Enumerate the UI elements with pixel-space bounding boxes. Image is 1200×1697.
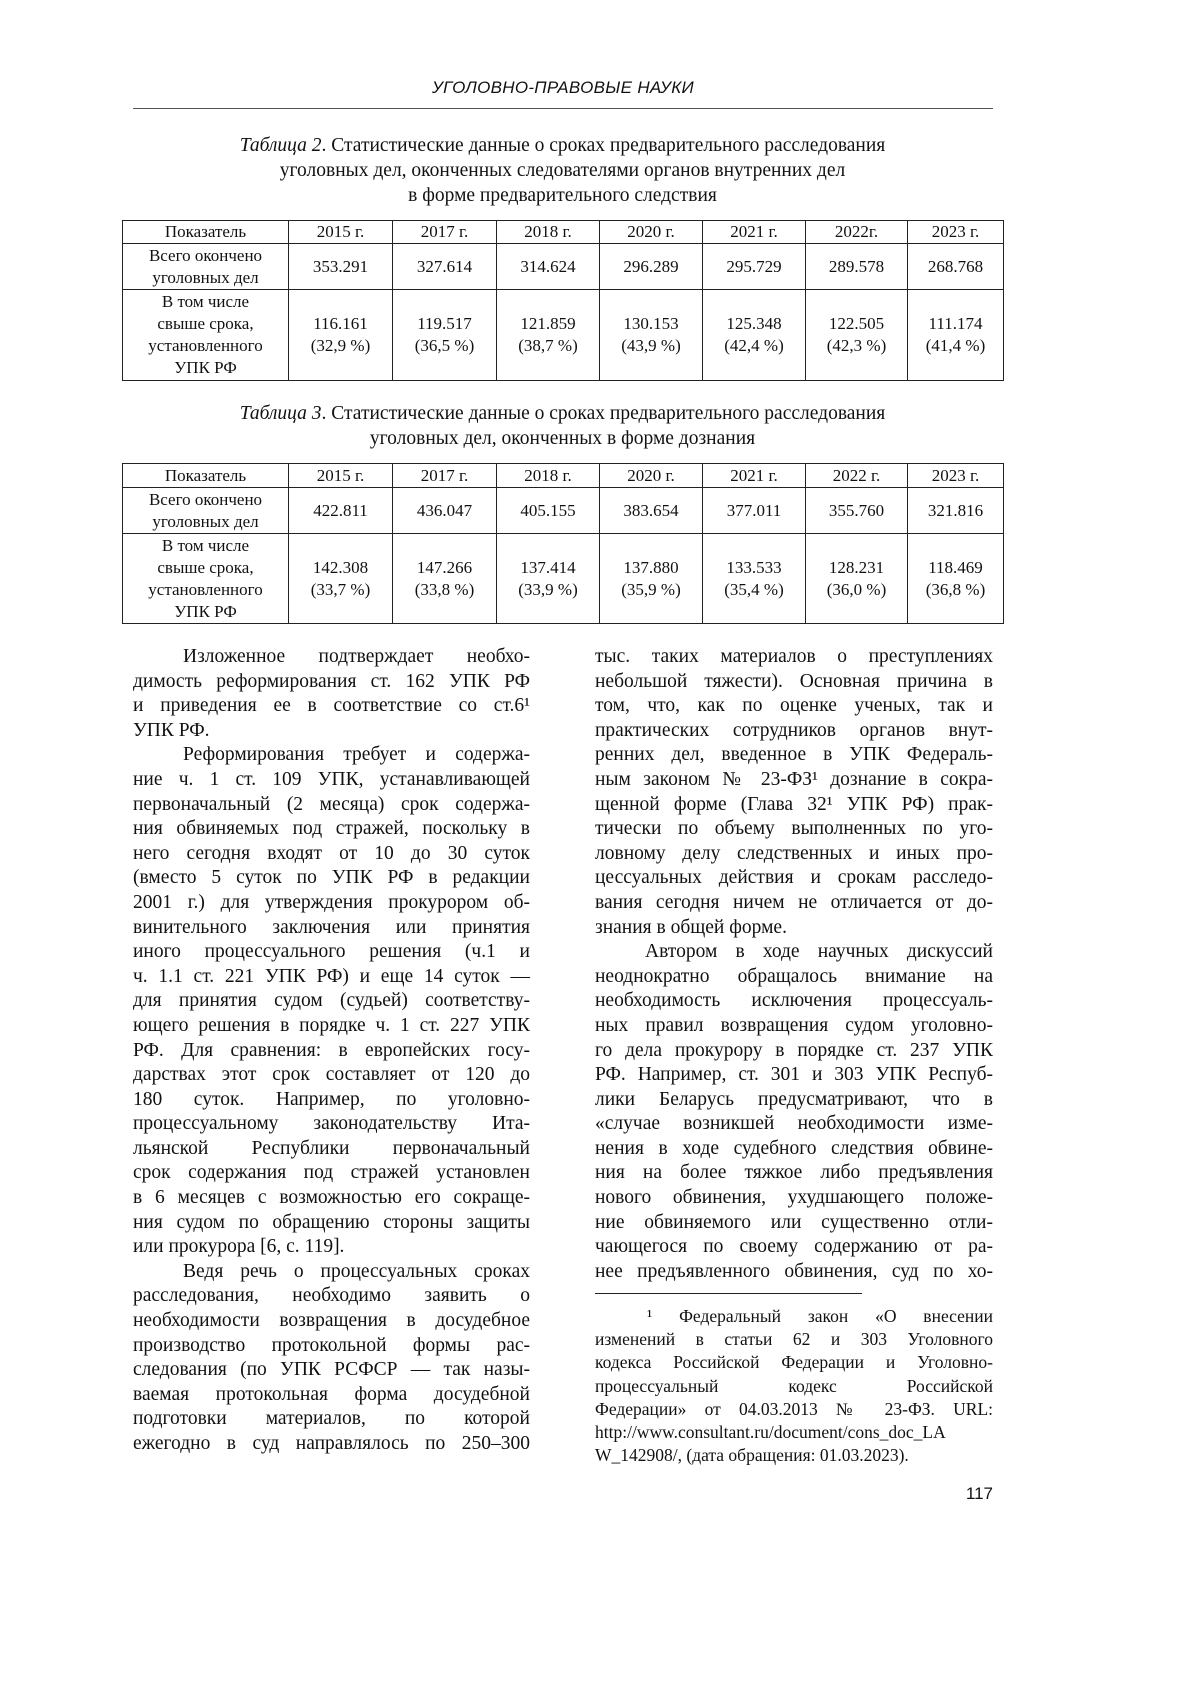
row-label: Всего окончено уголовных дел — [123, 244, 289, 290]
text-line: необходимости возвращения в досудебное — [133, 1309, 530, 1334]
text-line: ежегодно в суд направлялось по 250–300 — [133, 1432, 530, 1457]
text-line: димость реформирования ст. 162 УПК РФ — [133, 670, 530, 695]
left-text-column — [133, 645, 530, 1457]
table-header-row — [123, 464, 1004, 488]
text-line: РФ. Например, ст. 301 и 303 УПК Респуб- — [595, 1063, 993, 1088]
column-header: 2021 г. — [703, 221, 806, 244]
column-header: Показатель — [123, 221, 289, 244]
text-line: него сегодня входят от 10 до 30 суток — [133, 842, 530, 867]
footnote-divider — [595, 1293, 862, 1294]
text-line: лики Беларусь предусматривают, что в — [595, 1088, 993, 1113]
text-line: и приведения ее в соответствие со ст.6¹ — [133, 694, 530, 719]
text-line: (вместо 5 суток по УПК РФ в редакции — [133, 866, 530, 891]
column-header: 2015 г. — [289, 464, 393, 488]
column-header: 2018 г. — [497, 464, 600, 488]
row-label: В том числе свыше срока, установленного УПК РФ — [123, 290, 289, 381]
text-line: производство протокольной формы рас- — [133, 1334, 530, 1359]
table-cell: 137.414 (33,9 %) — [497, 534, 600, 624]
table-cell: 321.816 — [908, 488, 1004, 534]
text-line: вания сегодня ничем не отличается от до- — [595, 891, 993, 916]
footnote-line: Федерации» от 04.03.2013 № 23-ФЗ. URL: — [595, 1398, 993, 1421]
text-line: для принятия судом (судьей) соответству- — [133, 989, 530, 1014]
caption-line: уголовных дел, оконченных следователями органов внутренних дел — [122, 158, 1003, 183]
table-cell: 125.348 (42,4 %) — [703, 290, 806, 381]
table-cell: 142.308 (33,7 %) — [289, 534, 393, 624]
table-cell: 405.155 — [497, 488, 600, 534]
footnote-line: кодекса Российской Федерации и Уголовно- — [595, 1351, 993, 1374]
text-line: тически по объему выполненных по уго- — [595, 817, 993, 842]
column-header: 2022г. — [806, 221, 908, 244]
text-line: ние ч. 1 ст. 109 УПК, устанавливающей — [133, 768, 530, 793]
table-cell: 121.859 (38,7 %) — [497, 290, 600, 381]
text-line: ч. 1.1 ст. 221 УПК РФ) и еще 14 суток — — [133, 965, 530, 990]
text-line: УПК РФ. — [133, 719, 530, 744]
table-cell: 353.291 — [289, 244, 393, 290]
text-line: неоднократно обращалось внимание на — [595, 965, 993, 990]
caption-line: . Статистические данные о сроках предварительного расследования — [322, 135, 886, 156]
table-cell: 422.811 — [289, 488, 393, 534]
text-line: ющего решения в порядке ч. 1 ст. 227 УПК — [133, 1014, 530, 1039]
column-header: 2023 г. — [908, 221, 1004, 244]
table-cell: 118.469 (36,8 %) — [908, 534, 1004, 624]
table-cell: 383.654 — [600, 488, 703, 534]
table-cell: 133.533 (35,4 %) — [703, 534, 806, 624]
row-label: Всего окончено уголовных дел — [123, 488, 289, 534]
text-line: срок содержания под стражей установлен — [133, 1161, 530, 1186]
table-row — [123, 488, 1004, 534]
table-cell: 128.231 (36,0 %) — [806, 534, 908, 624]
table-header-row — [123, 221, 1004, 244]
table-cell: 377.011 — [703, 488, 806, 534]
text-line: льянской Республики первоначальный — [133, 1137, 530, 1162]
table-cell: 327.614 — [393, 244, 497, 290]
text-line: «случае возникшей необходимости изме- — [595, 1112, 993, 1137]
table2-caption — [122, 133, 1003, 208]
text-line: иного процессуального решения (ч.1 и — [133, 940, 530, 965]
text-line: первоначальный (2 месяца) срок содержа- — [133, 793, 530, 818]
footnote-line: W_142908/, (дата обращения: 01.03.2023). — [595, 1444, 993, 1467]
page-number: 117 — [960, 1484, 993, 1504]
text-line: го дела прокурору в порядке ст. 237 УПК — [595, 1039, 993, 1064]
text-line: РФ. Для сравнения: в европейских госу- — [133, 1039, 530, 1064]
table3 — [122, 463, 1004, 624]
text-line: том, что, как по оценке ученых, так и — [595, 694, 993, 719]
text-line: нения в ходе судебного следствия обвине- — [595, 1137, 993, 1162]
caption-line: . Статистические данные о сроках предварительного расследования — [322, 403, 886, 424]
column-header: 2020 г. — [600, 221, 703, 244]
right-text-column — [595, 645, 993, 1284]
text-line: 2001 г.) для утверждения прокурором об- — [133, 891, 530, 916]
text-line: Ведя речь о процессуальных сроках — [133, 1260, 530, 1285]
column-header: 2021 г. — [703, 464, 806, 488]
footnote-line: изменений в статьи 62 и 303 Уголовного — [595, 1328, 993, 1351]
text-line: ных правил возвращения судом уголовно- — [595, 1014, 993, 1039]
text-line: Реформирования требует и содержа- — [133, 743, 530, 768]
text-line: в 6 месяцев с возможностью его сокраще- — [133, 1186, 530, 1211]
column-header: 2017 г. — [393, 464, 497, 488]
footnote — [595, 1305, 993, 1467]
text-line: дарствах этот срок составляет от 120 до — [133, 1063, 530, 1088]
column-header: 2017 г. — [393, 221, 497, 244]
text-line: тыс. таких материалов о преступлениях — [595, 645, 993, 670]
text-line: ния на более тяжкое либо предъявления — [595, 1161, 993, 1186]
table-cell: 355.760 — [806, 488, 908, 534]
footnote-line: ¹ Федеральный закон «О внесении — [595, 1305, 993, 1328]
table-cell: 137.880 (35,9 %) — [600, 534, 703, 624]
text-line: необходимость исключения процессуаль- — [595, 989, 993, 1014]
text-line: практических сотрудников органов внут- — [595, 719, 993, 744]
text-line: ловному делу следственных и иных про- — [595, 842, 993, 867]
table-cell: 116.161 (32,9 %) — [289, 290, 393, 381]
text-line: нового обвинения, ухудшающего положе- — [595, 1186, 993, 1211]
table2-label: Таблица 2 — [240, 135, 322, 156]
text-line: винительного заключения или принятия — [133, 916, 530, 941]
column-header: 2023 г. — [908, 464, 1004, 488]
table-cell: 122.505 (42,3 %) — [806, 290, 908, 381]
table-cell: 295.729 — [703, 244, 806, 290]
table2 — [122, 220, 1004, 381]
table-cell: 268.768 — [908, 244, 1004, 290]
text-line: ваемая протокольная форма досудебной — [133, 1383, 530, 1408]
text-line: расследования, необходимо заявить о — [133, 1284, 530, 1309]
caption-line: в форме предварительного следствия — [122, 183, 1003, 208]
text-line: нее предъявленного обвинения, суд по хо- — [595, 1260, 993, 1285]
table-cell: 314.624 — [497, 244, 600, 290]
text-line: ние обвиняемого или существенно отли- — [595, 1211, 993, 1236]
column-header: Показатель — [123, 464, 289, 488]
column-header: 2020 г. — [600, 464, 703, 488]
table-row — [123, 290, 1004, 381]
text-line: процессуальному законодательству Ита- — [133, 1112, 530, 1137]
table-cell: 436.047 — [393, 488, 497, 534]
text-line: Автором в ходе научных дискуссий — [595, 940, 993, 965]
footnote-line: http://www.consultant.ru/document/cons_doc_LA — [595, 1421, 993, 1444]
table-cell: 111.174 (41,4 %) — [908, 290, 1004, 381]
text-line: или прокурора [6, с. 119]. — [133, 1235, 530, 1260]
row-label: В том числе свыше срока, установленного УПК РФ — [123, 534, 289, 624]
table-row — [123, 244, 1004, 290]
text-line: щенной форме (Глава 32¹ УПК РФ) прак- — [595, 793, 993, 818]
text-line: Изложенное подтверждает необхо- — [133, 645, 530, 670]
footnote-line: процессуальный кодекс Российской — [595, 1375, 993, 1398]
text-line: небольшой тяжести). Основная причина в — [595, 670, 993, 695]
column-header: 2022 г. — [806, 464, 908, 488]
column-header: 2018 г. — [497, 221, 600, 244]
table-cell: 130.153 (43,9 %) — [600, 290, 703, 381]
table-row — [123, 534, 1004, 624]
text-line: знания в общей форме. — [595, 916, 993, 941]
text-line: ния судом по обращению стороны защиты — [133, 1211, 530, 1236]
header-divider — [133, 108, 993, 109]
text-line: ным законом № 23-ФЗ¹ дознание в сокра- — [595, 768, 993, 793]
text-line: чающегося по своему содержанию от ра- — [595, 1235, 993, 1260]
table-cell: 289.578 — [806, 244, 908, 290]
text-line: ренних дел, введенное в УПК Федераль- — [595, 743, 993, 768]
caption-line: уголовных дел, оконченных в форме дознания — [122, 426, 1003, 451]
text-line: ния обвиняемых под стражей, поскольку в — [133, 817, 530, 842]
table-cell: 147.266 (33,8 %) — [393, 534, 497, 624]
text-line: подготовки материалов, по которой — [133, 1407, 530, 1432]
table-cell: 119.517 (36,5 %) — [393, 290, 497, 381]
text-line: следования (по УПК РСФСР — так назы- — [133, 1358, 530, 1383]
column-header: 2015 г. — [289, 221, 393, 244]
text-line: цессуальных действия и срокам расследо- — [595, 866, 993, 891]
table3-caption — [122, 401, 1003, 451]
table-cell: 296.289 — [600, 244, 703, 290]
running-header: УГОЛОВНО-ПРАВОВЫЕ НАУКИ — [133, 78, 993, 98]
text-line: 180 суток. Например, по уголовно- — [133, 1088, 530, 1113]
table3-label: Таблица 3 — [240, 403, 322, 424]
